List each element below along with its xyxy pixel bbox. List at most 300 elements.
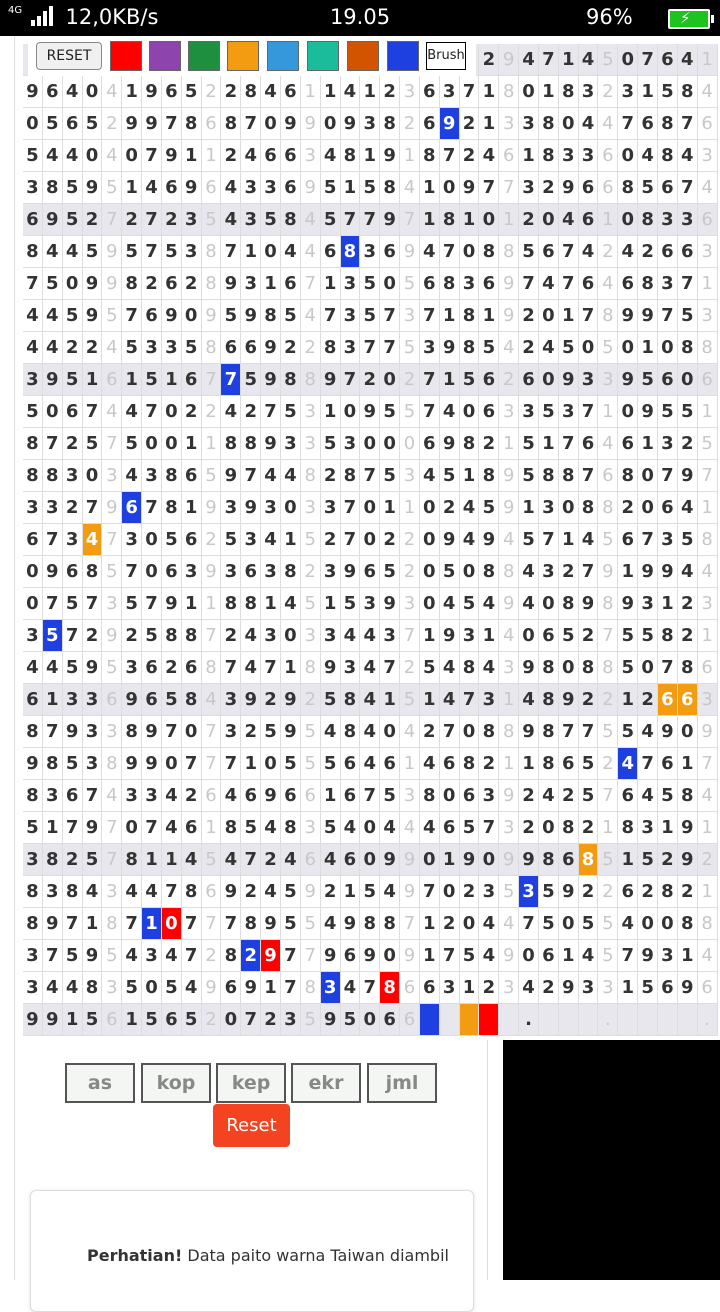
grid-separator-cell[interactable]: 4 [102, 140, 122, 172]
grid-cell[interactable]: 5 [182, 332, 202, 364]
grid-cell[interactable]: 4 [479, 588, 499, 620]
grid-cell[interactable]: 3 [579, 76, 599, 108]
grid-cell[interactable]: 0 [460, 716, 480, 748]
grid-cell[interactable]: 8 [479, 460, 499, 492]
grid-cell[interactable]: 5 [380, 780, 400, 812]
grid-cell[interactable]: 3 [380, 620, 400, 652]
grid-cell[interactable]: 0 [182, 300, 202, 332]
grid-cell[interactable]: 9 [162, 588, 182, 620]
grid-cell[interactable]: 3 [221, 716, 241, 748]
grid-cell[interactable]: 0 [142, 524, 162, 556]
grid-cell[interactable]: 7 [221, 364, 241, 396]
grid-separator-cell[interactable]: 3 [102, 876, 122, 908]
grid-separator-cell[interactable]: 3 [301, 812, 321, 844]
grid-cell[interactable]: 4 [221, 844, 241, 876]
grid-cell[interactable]: 7 [420, 876, 440, 908]
grid-cell[interactable]: 8 [658, 108, 678, 140]
grid-separator-cell[interactable]: 4 [598, 108, 618, 140]
grid-separator-cell[interactable]: 5 [598, 940, 618, 972]
grid-cell[interactable]: 7 [638, 748, 658, 780]
grid-cell[interactable]: 6 [420, 268, 440, 300]
grid-separator-cell[interactable]: 7 [202, 620, 222, 652]
grid-cell[interactable]: 9 [43, 204, 63, 236]
grid-cell[interactable]: 6 [142, 684, 162, 716]
grid-cell[interactable]: 3 [658, 268, 678, 300]
grid-separator-cell[interactable]: 8 [202, 268, 222, 300]
grid-cell[interactable]: 1 [281, 652, 301, 684]
grid-cell[interactable]: 8 [539, 140, 559, 172]
grid-cell[interactable]: 8 [539, 844, 559, 876]
grid-cell[interactable]: 5 [281, 876, 301, 908]
grid-separator-cell[interactable]: 2 [202, 524, 222, 556]
grid-cell[interactable]: 6 [23, 204, 43, 236]
grid-cell[interactable]: 0 [360, 428, 380, 460]
grid-cell[interactable]: 4 [638, 716, 658, 748]
grid-cell[interactable]: 8 [281, 364, 301, 396]
grid-cell[interactable]: 6 [321, 236, 341, 268]
grid-cell[interactable]: 4 [122, 876, 142, 908]
grid-cell[interactable] [658, 1004, 678, 1036]
grid-cell[interactable] [479, 1004, 499, 1036]
paito-grid[interactable] [23, 44, 718, 1036]
grid-cell[interactable]: 9 [341, 556, 361, 588]
grid-cell[interactable]: 7 [420, 364, 440, 396]
grid-cell[interactable]: 4 [618, 748, 638, 780]
grid-cell[interactable]: 2 [261, 684, 281, 716]
grid-cell[interactable]: 1 [122, 76, 142, 108]
grid-cell[interactable]: 1 [281, 524, 301, 556]
grid-cell[interactable]: 5 [281, 300, 301, 332]
grid-cell[interactable]: 0 [618, 396, 638, 428]
grid-cell[interactable]: 9 [341, 908, 361, 940]
grid-separator-cell[interactable]: 4 [301, 204, 321, 236]
grid-separator-cell[interactable]: 5 [202, 844, 222, 876]
grid-cell[interactable]: 8 [618, 172, 638, 204]
grid-cell[interactable]: 5 [638, 172, 658, 204]
grid-cell[interactable]: 4 [261, 524, 281, 556]
grid-cell[interactable]: 6 [162, 172, 182, 204]
grid-cell[interactable]: 5 [63, 588, 83, 620]
grid-separator-cell[interactable]: 4 [698, 76, 718, 108]
grid-cell[interactable]: 5 [658, 76, 678, 108]
grid-cell[interactable]: 5 [221, 300, 241, 332]
grid-cell[interactable]: 8 [678, 332, 698, 364]
grid-cell[interactable]: 8 [182, 684, 202, 716]
grid-cell[interactable]: 1 [380, 684, 400, 716]
grid-cell[interactable]: 8 [162, 492, 182, 524]
grid-separator-cell[interactable]: 1 [202, 428, 222, 460]
grid-cell[interactable]: 9 [122, 108, 142, 140]
grid-cell[interactable]: 2 [221, 620, 241, 652]
grid-separator-cell[interactable]: 8 [301, 652, 321, 684]
grid-cell[interactable]: 7 [360, 972, 380, 1004]
grid-cell[interactable]: 9 [221, 460, 241, 492]
grid-cell[interactable]: 8 [380, 972, 400, 1004]
grid-cell[interactable]: 5 [321, 172, 341, 204]
grid-cell[interactable]: 8 [43, 844, 63, 876]
grid-cell[interactable]: 9 [221, 268, 241, 300]
grid-cell[interactable]: 5 [122, 332, 142, 364]
grid-cell[interactable]: 9 [618, 300, 638, 332]
grid-cell[interactable]: 9 [678, 972, 698, 1004]
grid-cell[interactable]: 2 [479, 748, 499, 780]
grid-cell[interactable]: 6 [142, 652, 162, 684]
grid-cell[interactable]: 6 [221, 332, 241, 364]
grid-separator-cell[interactable]: 6 [301, 844, 321, 876]
grid-separator-cell[interactable]: 7 [202, 908, 222, 940]
grid-cell[interactable]: 9 [23, 76, 43, 108]
grid-cell[interactable]: 7 [658, 652, 678, 684]
grid-cell[interactable]: 2 [519, 300, 539, 332]
grid-cell[interactable]: 6 [142, 300, 162, 332]
grid-cell[interactable]: 1 [321, 780, 341, 812]
grid-separator-cell[interactable]: 4 [698, 172, 718, 204]
grid-separator-cell[interactable]: 7 [202, 364, 222, 396]
grid-cell[interactable]: 5 [63, 652, 83, 684]
grid-cell[interactable]: 9 [142, 748, 162, 780]
grid-cell[interactable] [420, 1004, 440, 1036]
grid-cell[interactable]: 9 [83, 940, 103, 972]
grid-cell[interactable]: 7 [83, 780, 103, 812]
grid-cell[interactable]: 9 [440, 524, 460, 556]
grid-cell[interactable]: 6 [241, 780, 261, 812]
grid-cell[interactable]: 0 [479, 204, 499, 236]
grid-cell[interactable]: 4 [678, 492, 698, 524]
grid-cell[interactable]: 0 [539, 812, 559, 844]
grid-separator-cell[interactable]: 3 [400, 588, 420, 620]
grid-cell[interactable]: 0 [360, 844, 380, 876]
grid-separator-cell[interactable]: 8 [499, 716, 519, 748]
grid-cell[interactable]: 0 [539, 300, 559, 332]
grid-cell[interactable]: 0 [380, 940, 400, 972]
grid-separator-cell[interactable]: 5 [598, 44, 618, 76]
grid-cell[interactable]: 3 [440, 76, 460, 108]
grid-cell[interactable]: 0 [618, 140, 638, 172]
grid-cell[interactable]: 7 [241, 108, 261, 140]
grid-cell[interactable]: 9 [43, 556, 63, 588]
grid-cell[interactable]: 1 [420, 204, 440, 236]
grid-cell[interactable]: 3 [638, 812, 658, 844]
grid-cell[interactable]: 4 [63, 140, 83, 172]
grid-cell[interactable]: 9 [380, 588, 400, 620]
grid-cell[interactable]: 4 [360, 748, 380, 780]
toolbar-reset-button[interactable]: RESET [36, 42, 102, 70]
grid-separator-cell[interactable]: 8 [598, 492, 618, 524]
grid-cell[interactable]: 1 [182, 428, 202, 460]
grid-separator-cell[interactable]: 3 [698, 588, 718, 620]
grid-cell[interactable]: 5 [63, 204, 83, 236]
grid-cell[interactable]: 6 [281, 780, 301, 812]
grid-cell[interactable]: 8 [678, 780, 698, 812]
grid-cell[interactable]: 6 [380, 1004, 400, 1036]
grid-separator-cell[interactable]: 8 [598, 588, 618, 620]
grid-separator-cell[interactable]: 9 [202, 300, 222, 332]
grid-cell[interactable]: 7 [519, 908, 539, 940]
grid-cell[interactable]: 5 [440, 460, 460, 492]
grid-cell[interactable]: 8 [221, 108, 241, 140]
grid-cell[interactable]: 1 [321, 396, 341, 428]
grid-cell[interactable]: 3 [142, 460, 162, 492]
grid-cell[interactable]: 1 [678, 940, 698, 972]
grid-cell[interactable]: 2 [539, 172, 559, 204]
grid-cell[interactable]: 2 [83, 332, 103, 364]
grid-cell[interactable]: 5 [460, 940, 480, 972]
grid-separator-cell[interactable]: 9 [499, 460, 519, 492]
grid-separator-cell[interactable]: 4 [301, 300, 321, 332]
grid-cell[interactable]: 9 [638, 556, 658, 588]
grid-cell[interactable]: 5 [162, 684, 182, 716]
grid-cell[interactable]: 8 [678, 76, 698, 108]
grid-separator-cell[interactable]: 5 [202, 460, 222, 492]
grid-separator-cell[interactable]: 6 [102, 684, 122, 716]
grid-cell[interactable]: 4 [638, 780, 658, 812]
grid-cell[interactable]: 8 [460, 652, 480, 684]
grid-cell[interactable]: 8 [479, 716, 499, 748]
grid-separator-cell[interactable]: 7 [102, 812, 122, 844]
grid-separator-cell[interactable]: 9 [202, 492, 222, 524]
grid-cell[interactable]: 2 [479, 972, 499, 1004]
grid-cell[interactable]: 5 [360, 300, 380, 332]
grid-cell[interactable]: 0 [618, 332, 638, 364]
grid-cell[interactable]: 9 [261, 908, 281, 940]
grid-cell[interactable]: 8 [23, 876, 43, 908]
grid-cell[interactable]: 4 [43, 236, 63, 268]
grid-cell[interactable]: 6 [420, 972, 440, 1004]
grid-cell[interactable]: 5 [440, 556, 460, 588]
grid-cell[interactable]: 6 [341, 844, 361, 876]
grid-cell[interactable]: 5 [281, 748, 301, 780]
grid-cell[interactable]: 3 [43, 780, 63, 812]
grid-cell[interactable]: 2 [321, 524, 341, 556]
grid-cell[interactable]: 7 [420, 396, 440, 428]
grid-cell[interactable]: 8 [23, 716, 43, 748]
grid-cell[interactable]: 4 [579, 108, 599, 140]
grid-cell[interactable]: 1 [321, 76, 341, 108]
grid-cell[interactable]: 8 [83, 556, 103, 588]
grid-cell[interactable]: 2 [678, 428, 698, 460]
grid-cell[interactable]: 8 [539, 460, 559, 492]
grid-cell[interactable]: 2 [182, 396, 202, 428]
grid-separator-cell[interactable]: 1 [598, 396, 618, 428]
grid-cell[interactable]: 8 [341, 716, 361, 748]
grid-cell[interactable]: 6 [638, 108, 658, 140]
grid-cell[interactable]: 6 [182, 524, 202, 556]
grid-cell[interactable]: 6 [579, 428, 599, 460]
grid-separator-cell[interactable]: 2 [102, 108, 122, 140]
grid-cell[interactable]: 0 [618, 204, 638, 236]
grid-cell[interactable]: 2 [519, 204, 539, 236]
grid-cell[interactable]: 9 [23, 1004, 43, 1036]
grid-cell[interactable]: 4 [321, 140, 341, 172]
grid-cell[interactable] [678, 1004, 698, 1036]
grid-separator-cell[interactable]: 2 [400, 556, 420, 588]
grid-separator-cell[interactable]: 9 [102, 268, 122, 300]
grid-cell[interactable]: 3 [559, 140, 579, 172]
grid-cell[interactable]: 7 [182, 748, 202, 780]
grid-cell[interactable]: 1 [122, 1004, 142, 1036]
grid-cell[interactable]: 0 [618, 44, 638, 76]
grid-cell[interactable]: 4 [440, 396, 460, 428]
grid-cell[interactable]: 9 [241, 972, 261, 1004]
swatch-red[interactable] [110, 41, 142, 71]
grid-cell[interactable]: 4 [63, 76, 83, 108]
grid-cell[interactable]: 8 [479, 236, 499, 268]
grid-cell[interactable]: 1 [479, 76, 499, 108]
grid-cell[interactable]: 6 [440, 748, 460, 780]
grid-cell[interactable]: 9 [519, 716, 539, 748]
grid-cell[interactable]: 3 [440, 972, 460, 1004]
grid-cell[interactable]: 7 [579, 716, 599, 748]
grid-cell[interactable]: 7 [678, 172, 698, 204]
grid-separator-cell[interactable]: 6 [698, 652, 718, 684]
grid-cell[interactable]: 3 [221, 684, 241, 716]
grid-cell[interactable]: 1 [460, 460, 480, 492]
grid-cell[interactable]: 1 [63, 1004, 83, 1036]
grid-separator-cell[interactable]: 2 [698, 844, 718, 876]
grid-separator-cell[interactable]: 9 [202, 556, 222, 588]
grid-cell[interactable]: 8 [360, 908, 380, 940]
grid-cell[interactable]: 7 [122, 908, 142, 940]
grid-cell[interactable]: 2 [221, 140, 241, 172]
grid-separator-cell[interactable]: 3 [698, 140, 718, 172]
grid-cell[interactable]: 3 [23, 364, 43, 396]
grid-cell[interactable]: 9 [380, 204, 400, 236]
grid-cell[interactable]: 4 [43, 332, 63, 364]
grid-cell[interactable]: 9 [261, 780, 281, 812]
grid-separator-cell[interactable]: 3 [102, 588, 122, 620]
grid-cell[interactable]: 8 [43, 460, 63, 492]
grid-cell[interactable]: 1 [241, 748, 261, 780]
grid-cell[interactable]: 0 [559, 492, 579, 524]
grid-cell[interactable]: 5 [559, 620, 579, 652]
grid-separator-cell[interactable]: 1 [698, 812, 718, 844]
grid-separator-cell[interactable]: 2 [400, 108, 420, 140]
grid-separator-cell[interactable]: 8 [202, 236, 222, 268]
grid-separator-cell[interactable]: 3 [400, 780, 420, 812]
grid-cell[interactable]: 8 [182, 876, 202, 908]
grid-separator-cell[interactable]: 3 [499, 396, 519, 428]
grid-cell[interactable]: 5 [182, 1004, 202, 1036]
grid-separator-cell[interactable]: 5 [598, 908, 618, 940]
grid-cell[interactable]: 7 [122, 556, 142, 588]
grid-cell[interactable]: 7 [142, 236, 162, 268]
grid-cell[interactable]: 3 [479, 684, 499, 716]
grid-separator-cell[interactable]: 9 [499, 588, 519, 620]
grid-cell[interactable]: 9 [380, 844, 400, 876]
grid-cell[interactable]: 7 [43, 588, 63, 620]
grid-cell[interactable]: 3 [241, 204, 261, 236]
grid-cell[interactable]: 1 [460, 204, 480, 236]
grid-cell[interactable]: 5 [43, 620, 63, 652]
grid-cell[interactable]: 2 [539, 972, 559, 1004]
grid-cell[interactable]: 9 [83, 812, 103, 844]
grid-separator-cell[interactable]: 4 [598, 268, 618, 300]
grid-cell[interactable]: 3 [519, 876, 539, 908]
grid-cell[interactable]: 5 [241, 364, 261, 396]
grid-cell[interactable]: 2 [678, 620, 698, 652]
grid-cell[interactable]: 5 [618, 620, 638, 652]
grid-cell[interactable]: 2 [440, 492, 460, 524]
grid-cell[interactable]: 1 [440, 364, 460, 396]
grid-cell[interactable]: 7 [678, 268, 698, 300]
grid-cell[interactable]: 4 [241, 620, 261, 652]
grid-cell[interactable]: 5 [519, 428, 539, 460]
grid-cell[interactable]: 2 [83, 620, 103, 652]
grid-separator-cell[interactable]: 1 [598, 812, 618, 844]
grid-separator-cell[interactable]: 8 [598, 652, 618, 684]
grid-cell[interactable]: 0 [261, 108, 281, 140]
grid-separator-cell[interactable]: 9 [301, 876, 321, 908]
grid-cell[interactable]: 5 [638, 364, 658, 396]
grid-cell[interactable]: 9 [261, 428, 281, 460]
grid-cell[interactable]: 0 [43, 396, 63, 428]
grid-separator-cell[interactable]: 2 [400, 652, 420, 684]
grid-cell[interactable]: 7 [678, 108, 698, 140]
grid-cell[interactable]: 3 [122, 524, 142, 556]
grid-cell[interactable]: 0 [162, 428, 182, 460]
grid-cell[interactable]: 0 [142, 428, 162, 460]
grid-separator-cell[interactable]: 5 [301, 588, 321, 620]
grid-separator-cell[interactable]: 7 [102, 844, 122, 876]
grid-cell[interactable]: 0 [638, 460, 658, 492]
grid-cell[interactable]: 5 [678, 524, 698, 556]
grid-cell[interactable]: 1 [182, 140, 202, 172]
grid-cell[interactable]: 6 [579, 268, 599, 300]
grid-cell[interactable]: 4 [559, 204, 579, 236]
grid-cell[interactable]: 1 [658, 588, 678, 620]
grid-cell[interactable]: 7 [43, 940, 63, 972]
grid-cell[interactable]: 5 [321, 748, 341, 780]
grid-separator-cell[interactable]: 9 [499, 300, 519, 332]
grid-cell[interactable]: 5 [23, 396, 43, 428]
grid-cell[interactable]: 7 [559, 716, 579, 748]
grid-cell[interactable]: 8 [539, 748, 559, 780]
grid-cell[interactable]: 8 [241, 588, 261, 620]
grid-cell[interactable]: 8 [460, 300, 480, 332]
grid-cell[interactable]: 9 [63, 716, 83, 748]
grid-cell[interactable]: 3 [122, 780, 142, 812]
grid-cell[interactable]: 8 [182, 108, 202, 140]
grid-cell[interactable]: 7 [341, 524, 361, 556]
grid-cell[interactable]: 5 [321, 204, 341, 236]
grid-separator-cell[interactable]: 7 [400, 204, 420, 236]
grid-cell[interactable]: 6 [23, 684, 43, 716]
grid-cell[interactable]: 1 [261, 268, 281, 300]
grid-cell[interactable]: 3 [221, 492, 241, 524]
grid-cell[interactable]: 7 [460, 684, 480, 716]
grid-cell[interactable]: 1 [261, 972, 281, 1004]
grid-cell[interactable]: 0 [440, 780, 460, 812]
grid-cell[interactable]: 8 [460, 748, 480, 780]
grid-cell[interactable] [539, 1004, 559, 1036]
grid-cell[interactable]: 0 [83, 460, 103, 492]
grid-separator-cell[interactable]: 3 [400, 460, 420, 492]
grid-cell[interactable]: 2 [579, 876, 599, 908]
grid-cell[interactable]: 0 [221, 1004, 241, 1036]
grid-separator-cell[interactable]: 8 [698, 524, 718, 556]
grid-cell[interactable]: 9 [83, 172, 103, 204]
grid-cell[interactable]: 1 [182, 492, 202, 524]
grid-cell[interactable]: 2 [182, 780, 202, 812]
grid-cell[interactable]: 7 [63, 620, 83, 652]
grid-cell[interactable]: 3 [122, 652, 142, 684]
grid-cell[interactable]: 0 [380, 268, 400, 300]
grid-cell[interactable]: 1 [638, 428, 658, 460]
grid-cell[interactable]: 7 [182, 908, 202, 940]
grid-cell[interactable]: . [519, 1004, 539, 1036]
grid-separator-cell[interactable]: 7 [202, 716, 222, 748]
grid-cell[interactable]: 1 [43, 812, 63, 844]
